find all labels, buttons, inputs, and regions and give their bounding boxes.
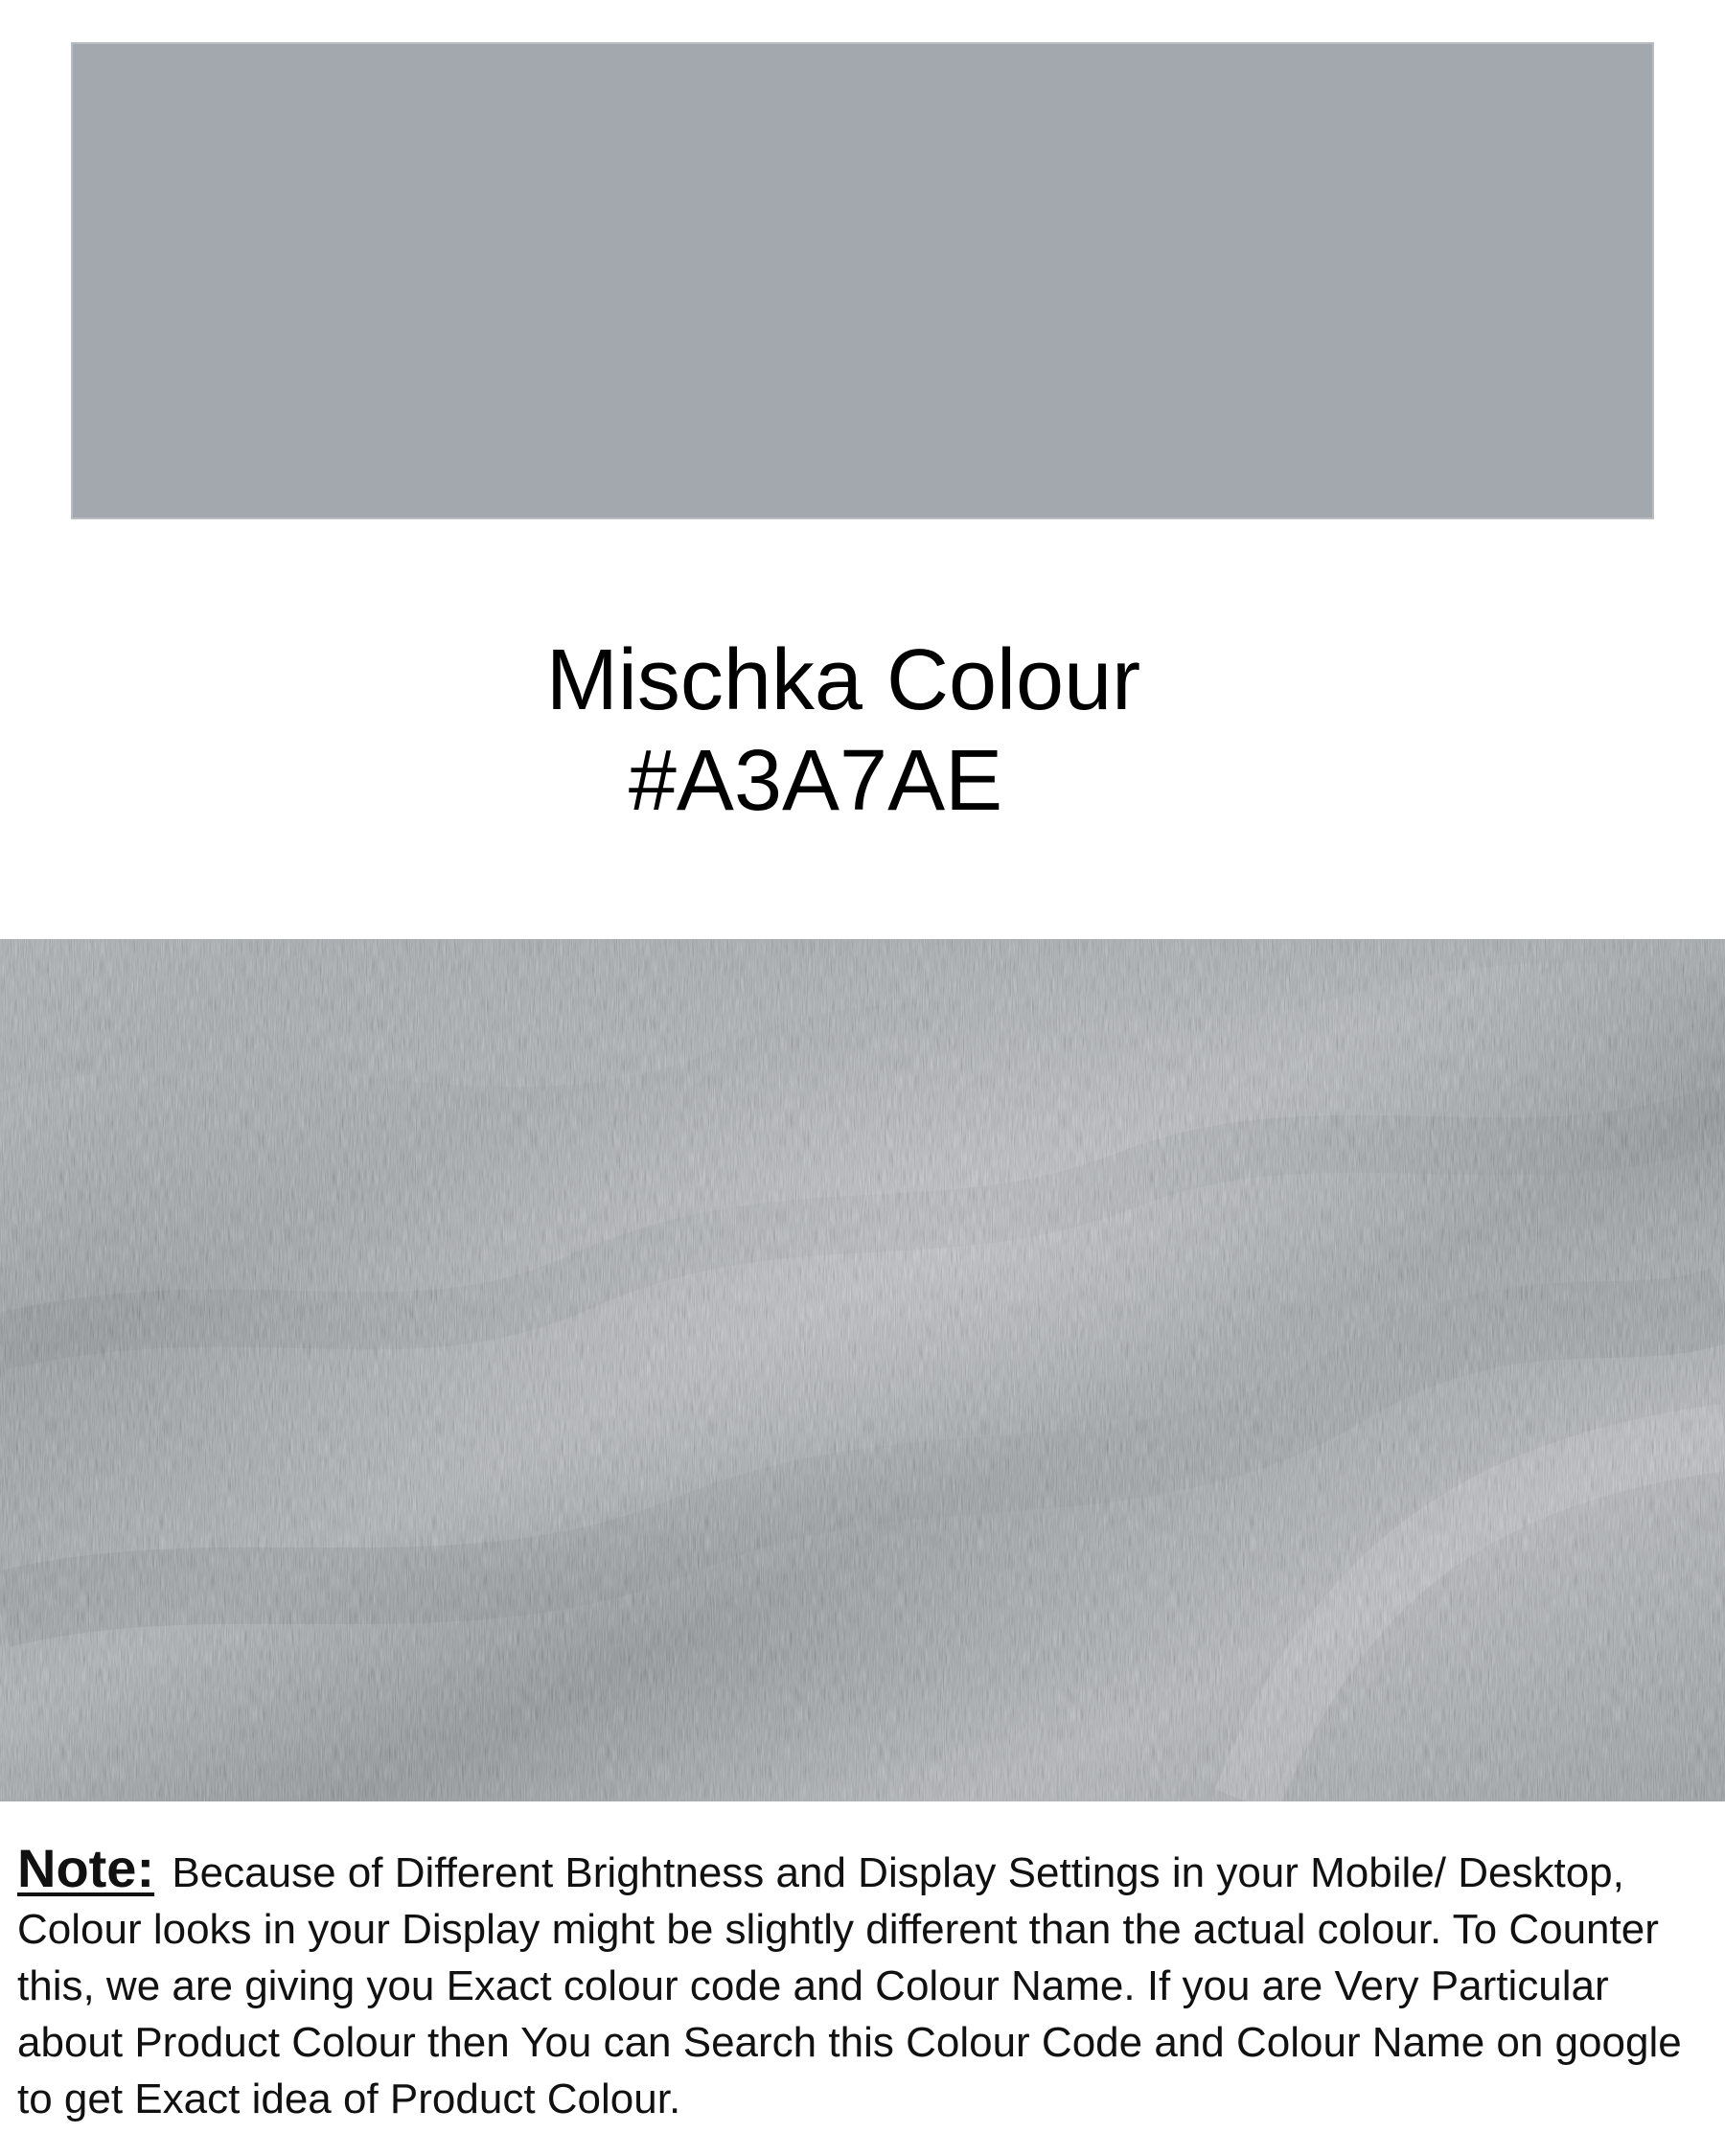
colour-name: Mischka Colour [545,632,1141,728]
colour-info [0,613,1725,843]
colour-swatch [71,42,1654,519]
fabric-image [0,939,1725,1801]
note-text [17,1840,1714,2127]
colour-code: #A3A7AE [628,733,1003,829]
note-label: Note: [17,1838,155,1898]
note-body: Because of Different Brightness and Display Settings in your Mobile/ Desktop, Colour looks in your Display might be slightly different than the actual colour. To Counter this, we are giving you Exact colour code and Colour Name. If you are Very Particular about Product Colour then You can Search this Colour Code and Colour Name on google to get Exact idea of Product Colour. [17,1849,1682,2122]
fabric-texture-icon [0,939,1725,1801]
